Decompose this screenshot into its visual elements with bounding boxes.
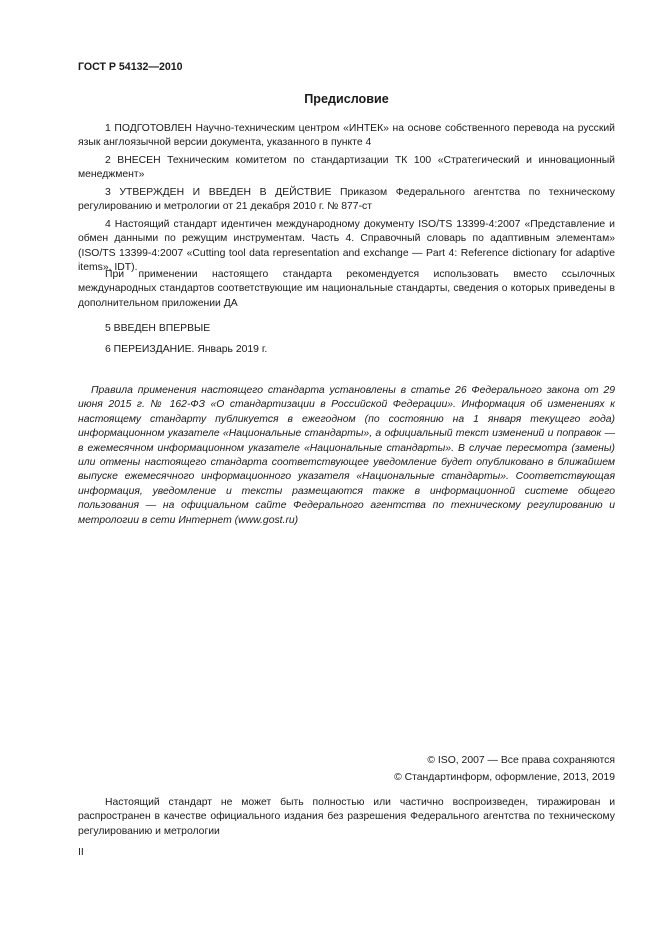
- standartinform-copyright: © Стандартинформ, оформление, 2013, 2019: [394, 772, 615, 783]
- paragraph-6-reissue: 6 ПЕРЕИЗДАНИЕ. Январь 2019 г.: [105, 344, 268, 355]
- paragraph-3-approved: 3 УТВЕРЖДЕН И ВВЕДЕН В ДЕЙСТВИЕ Приказом Федерального агентства по техническому регулированию и метрологии от 21 декабря 2010 г. № 877-ст: [78, 187, 615, 213]
- document-code-header: ГОСТ Р 54132—2010: [78, 61, 183, 73]
- paragraph-2-introduced-by: 2 ВНЕСЕН Техническим комитетом по стандартизации ТК 100 «Стратегический и инновационный менеджмент»: [78, 155, 615, 181]
- paragraph-1-prepared-by: 1 ПОДГОТОВЛЕН Научно-техническим центром «ИНТЕК» на основе собственного перевода на русский язык англоязычной версии документа, указанного в пункте 4: [78, 123, 615, 149]
- page-number: II: [78, 847, 84, 858]
- rules-of-application-notice: Правила применения настоящего стандарта установлены в статье 26 Федерального закона от 29 июня 2015 г. № 162-ФЗ «О стандартизации в Российской Федерации». Информация об изменениях к настоящему стандарту публикуется в ежегодном (по состоянию на 1 января текущего года) информационном указателе «Национальные стандарты», а официальный текст изменений и поправок — в ежемесячном информационном указателе «Национальные стандарты». В случае пересмотра (замены) или отмены настоящего стандарта соответствующее уведомление будет опубликовано в ближайшем выпуске ежемесячного информационного указателя «Национальные стандарты». Соответствующая информация, уведомление и тексты размещаются также в информационной системе общего пользования — на официальном сайте Федерального агентства по техническому регулированию и метрологии в сети Интернет (www.gost.ru): [78, 385, 615, 526]
- reproduction-notice: Настоящий стандарт не может быть полностью или частично воспроизведен, тиражирован и распространен в качестве официального издания без разрешения Федерального агентства по техническому регулированию и метрологии: [78, 797, 615, 837]
- iso-copyright: © ISO, 2007 — Все права сохраняются: [427, 755, 615, 766]
- paragraph-4-identical-standard: 4 Настоящий стандарт идентичен международному документу ISO/TS 13399-4:2007 «Представление и обмен данными по режущим инструментам. Часть 4. Справочный словарь по адаптивным элементам» (ISO/TS 13399-4:2007 «Cutting tool data representation and exchange — Part 4: Reference dictionary for adaptive items», IDT).: [78, 219, 615, 274]
- page-title: Предисловие: [304, 92, 389, 106]
- paragraph-4-reference-note: При применении настоящего стандарта рекомендуется использовать вместо ссылочных международных стандартов соответствующие им национальные стандарты, сведения о которых приведены в дополнительном приложении ДА: [78, 269, 615, 309]
- paragraph-5-first-introduced: 5 ВВЕДЕН ВПЕРВЫЕ: [105, 323, 211, 334]
